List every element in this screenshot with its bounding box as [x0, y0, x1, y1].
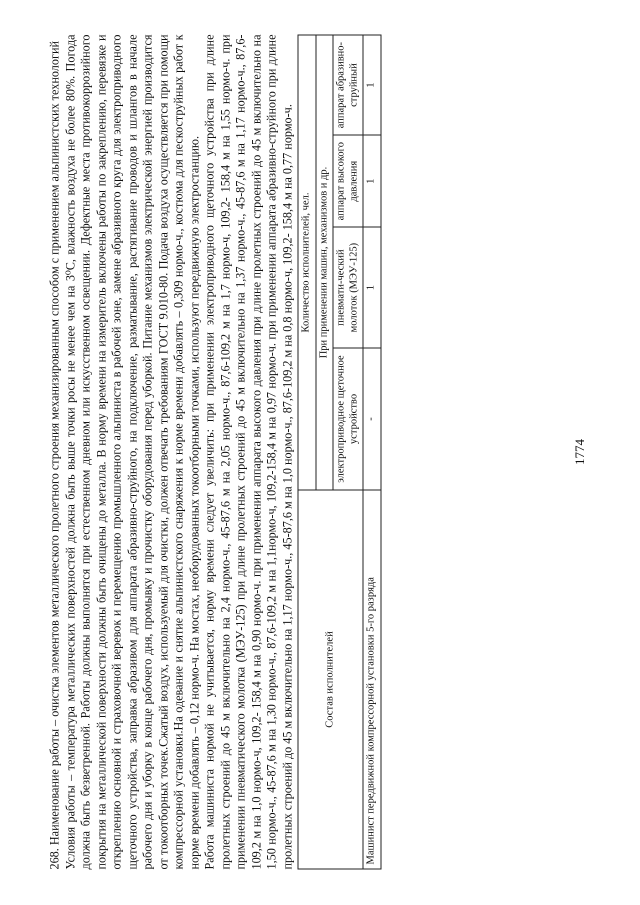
- quantity-column-header: Количество исполнителей, чел.: [298, 35, 316, 490]
- work-conditions-paragraph: Условия работы – температура металлических поверхностей должна быть выше точки росы не менее чем на 3⁰С, влажность воздуха не более 80%. Погода должна быть безветренной. Работы должны выполнятся при естественном дневном или искусственном освещении. Дефектные места противокоррозийного покрытия на металлической поверхности должны быть очищены до металла. В норму времени на измеритель включены работы по закреплению, перевязке и откреплению основной и страховочной веревок и перемещению промышленного альпиниста в рабочей зоне, замене абразивного круга для электроприводного щеточного устройства, заправка абразивом для аппарата абразивно-струйного, на подключение, разматывание, растягивание проводов и шлангов в начале рабочего дня и уборку в конце рабочего дня, промывку и прочистку оборудования перед уборкой. Питание механизмов электрической энергией производится от токоотборных точек.Сжатый воздух, используемый для очистки, должен отвечать требованиям ГОСТ 9.010-80. Подача воздуха осуществляется при помощи компрессорной установки.На одевание и снятие альпинистского снаряжения к норме времени добавлять – 0,309 нормо-ч., костюма для пескоструйных работ к норме времени добавлять – 0,12 нормо-ч. На мостах, необорудованных токоотборными точками, используют передвижную электростанцию.: [63, 34, 201, 870]
- value-cell: -: [363, 348, 381, 490]
- mechanism-abrasive-header: аппарат абразивно-струйный: [333, 35, 363, 135]
- table-row: [363, 35, 381, 869]
- mechanism-hammer-header: пневмати-ческий молоток (МЭУ-125): [333, 227, 363, 348]
- work-heading: 268. Наименование работы – очистка элементов металлического пролетного строения механизированным способом с применением альпинистских технологий: [47, 40, 62, 870]
- executors-column-header: Состав исполнителей: [298, 490, 363, 869]
- value-cell: 1: [363, 35, 381, 135]
- page-number: 1774: [572, 439, 587, 465]
- executor-cell: Машинист передвижной компрессорной установки 5-го разряда: [363, 490, 381, 869]
- executors-table: [298, 35, 382, 870]
- value-cell: 1: [363, 135, 381, 227]
- value-cell: 1: [363, 227, 381, 348]
- mechanism-high-pressure-header: аппарат высокого давления: [333, 135, 363, 227]
- table-header-row: [298, 35, 316, 869]
- norm-adjustment-paragraph: Работа машиниста нормой не учитывается, норму времени следует увеличить: при применении электроприводного щеточного устройства при длине пролетных строений до 45 м включительно на 2,4 нормо-ч., 45-87,6 м на 2,05 нормо-ч., 87,6-109,2 м на 1,7 нормо-ч, 109,2- 158,4 м на 1,55 нормо-ч. при применении пневматического молотка (МЭУ-125) при длине пролетных строений до 45 м включительно на 1,37 нормо-ч., 45-87,6 м на 1,17 нормо-ч., 87,6-109,2 м на 1,0 нормо-ч, 109,2- 158,4 м на 0,90 нормо-ч. при применении аппарата высокого давления при длине пролетных строений до 45 м включительно на 1,50 нормо-ч., 45-87,6 м на 1,30 нормо-ч., 87,6-109,2 м на 1,1нормо-ч, 109,2-158,4 м на 0,97 нормо-ч. при применении аппарата абразивно-струйного при длине пролетных строений до 45 м включительно на 1,17 нормо-ч., 45-87,6 м на 1,0 нормо-ч., 87,6-109,2 м на 0,8 нормо-ч, 109,2- 158,4 м на 0,77 нормо-ч.: [202, 34, 294, 870]
- mechanisms-column-header: При применении машин, механизмов и др.: [316, 35, 334, 490]
- mechanism-brush-header: электроприводное щеточное устройство: [333, 348, 363, 490]
- document-body: [48, 35, 593, 870]
